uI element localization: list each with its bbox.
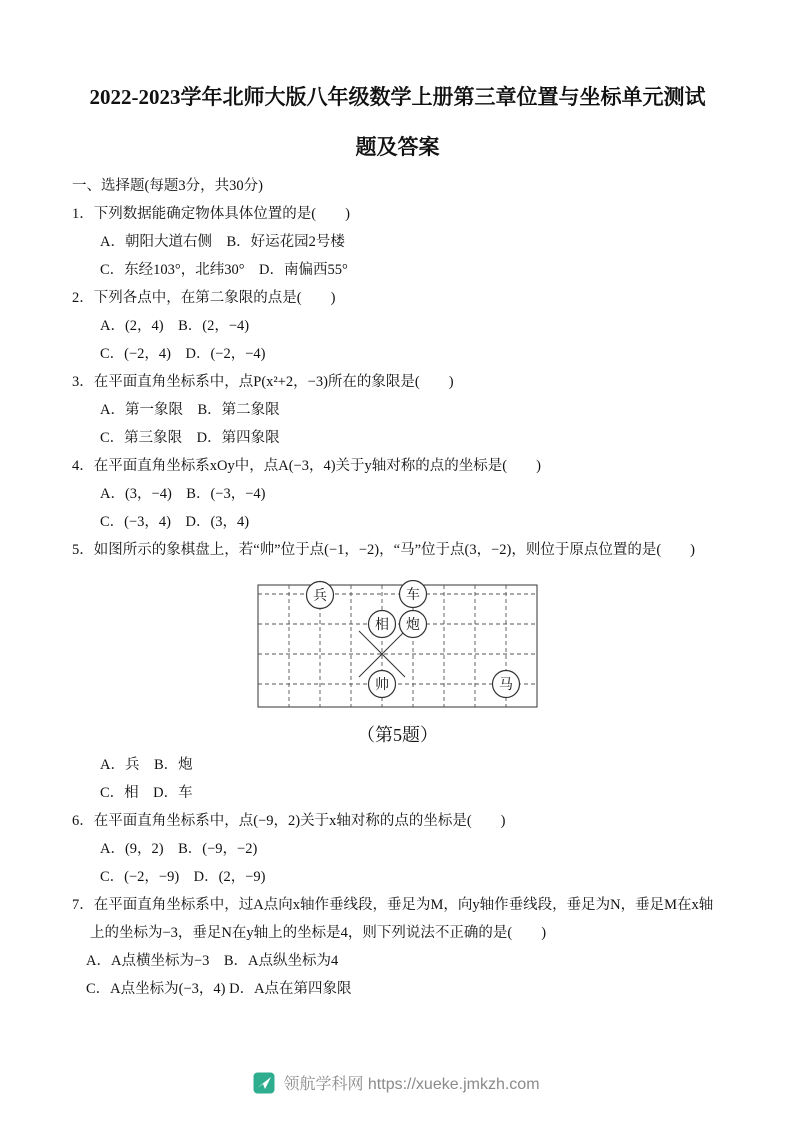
question-5-options-ab: A．兵 B．炮	[100, 757, 193, 773]
chessboard-svg	[248, 580, 548, 713]
question-4-stem: 4．在平面直角坐标系xOy中，点A(−3，4)关于y轴对称的点的坐标是( )	[72, 458, 541, 474]
figure-caption: （第5题）	[357, 725, 438, 745]
chess-piece-ma	[492, 671, 519, 698]
question-4	[72, 452, 723, 536]
question-7-stem: 7．在平面直角坐标系中，过A点向x轴作垂线段，垂足为M，向y轴作垂线段，垂足为N，垂足M在x轴上的坐标为−3，垂足N在y轴上的坐标是4，则下列说法不正确的是( )	[72, 897, 714, 941]
chessboard-figure	[72, 580, 723, 749]
chess-piece-pao-label: 炮	[405, 618, 420, 633]
footer-text: 领航学科网 https://xueke.jmkzh.com	[283, 1076, 540, 1093]
chess-piece-ju-label: 车	[405, 588, 420, 603]
question-1-stem: 1．下列数据能确定物体具体位置的是( )	[72, 206, 350, 222]
title-line-2: 题及答案	[355, 135, 440, 159]
chess-piece-ju	[399, 581, 426, 608]
question-2-options-ab: A．(2，4) B．(2，−4)	[100, 318, 250, 334]
question-6	[72, 807, 723, 891]
question-7-options-cd: C．A点坐标为(−3，4) D．A点在第四象限	[86, 981, 352, 997]
chess-piece-xiang-label: 相	[374, 618, 389, 633]
chess-piece-xiang	[368, 611, 395, 638]
question-5-stem: 5．如图所示的象棋盘上，若“帅”位于点(−1，−2)，“马”位于点(3，−2)，则位于原点位置的是( )	[72, 542, 695, 558]
question-1-options-cd: C．东经103°，北纬30° D．南偏西55°	[100, 262, 348, 278]
chess-piece-bing-label: 兵	[312, 589, 327, 604]
chess-piece-bing	[306, 582, 333, 609]
chess-piece-shuai	[368, 671, 395, 698]
question-3	[72, 368, 723, 452]
chess-piece-pao	[399, 611, 426, 638]
question-3-options-ab: A．第一象限 B．第二象限	[100, 402, 280, 418]
question-6-options-cd: C．(−2，−9) D．(2，−9)	[100, 869, 266, 885]
question-2-stem: 2．下列各点中，在第二象限的点是( )	[72, 290, 336, 306]
chess-piece-shuai-label: 帅	[374, 678, 389, 693]
question-3-stem: 3．在平面直角坐标系中，点P(x²+2，−3)所在的象限是( )	[72, 374, 454, 390]
title-line-1: 2022-2023学年北师大版八年级数学上册第三章位置与坐标单元测试	[89, 85, 706, 109]
question-1	[72, 200, 723, 284]
question-3-options-cd: C．第三象限 D．第四象限	[100, 430, 280, 446]
question-2-options-cd: C．(−2，4) D．(−2，−4)	[100, 346, 266, 362]
site-logo-icon	[253, 1072, 275, 1094]
question-5-options-cd: C．相 D．车	[100, 785, 193, 801]
question-6-options-ab: A．(9，2) B．(−9，−2)	[100, 841, 258, 857]
question-1-options-ab: A．朝阳大道右侧 B．好运花园2号楼	[100, 234, 345, 250]
question-4-options-cd: C．(−3，4) D．(3，4)	[100, 514, 250, 530]
question-7-options-ab: A．A点横坐标为−3 B．A点纵坐标为4	[86, 953, 339, 969]
question-4-options-ab: A．(3，−4) B．(−3，−4)	[100, 486, 266, 502]
chess-piece-ma-label: 马	[498, 678, 513, 693]
question-6-stem: 6．在平面直角坐标系中，点(−9，2)关于x轴对称的点的坐标是( )	[72, 813, 506, 829]
question-5	[72, 536, 723, 807]
question-2	[72, 284, 723, 368]
section-heading: 一、选择题(每题3分，共30分)	[72, 178, 263, 194]
question-7	[72, 891, 723, 1003]
page-title	[72, 72, 723, 172]
page-footer	[0, 1071, 793, 1094]
